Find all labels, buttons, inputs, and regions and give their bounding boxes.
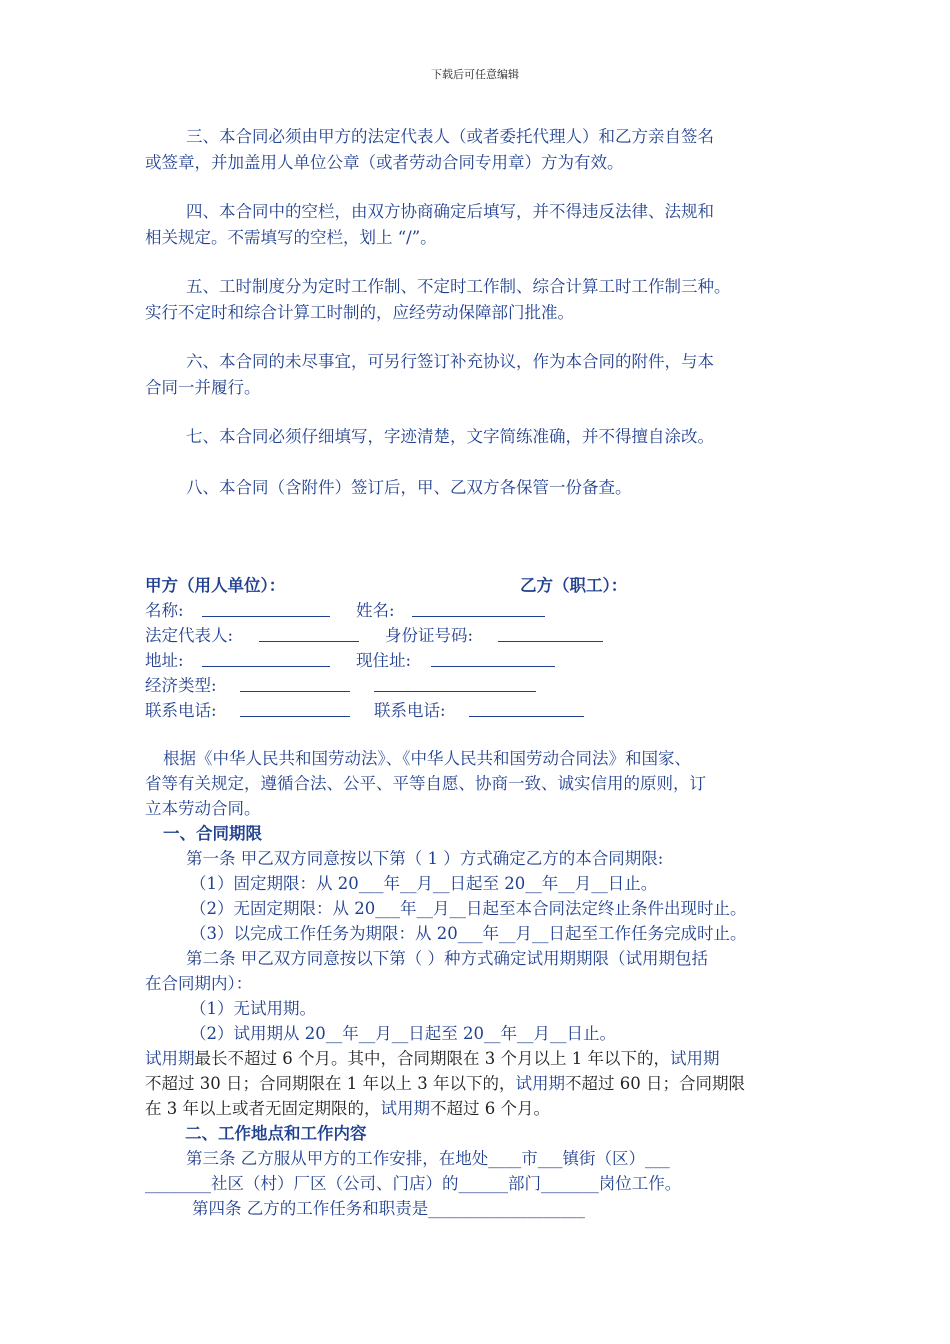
article-1-option-3: （3）以完成工作任务为期限：从 20___年__月__日起至工作任务完成时止。 [190, 924, 747, 943]
econ-type-blank[interactable] [240, 675, 350, 692]
note-5-line-1: 五、工时制度分为定时工作制、不定时工作制、综合计算工时工作制三种。 [186, 277, 731, 296]
probation-para-line-1 [145, 1048, 719, 1070]
intro-line-2: 省等有关规定，遵循合法、公平、平等自愿、协商一致、诚实信用的原则，订 [145, 774, 706, 793]
article-2-line-2: 在合同期内）： [145, 974, 253, 993]
address-label: 地址: [145, 651, 184, 670]
probation-text: 不超过 30 日；合同期限在 1 年以上 3 年以下的， [145, 1074, 516, 1093]
intro-line-3: 立本劳动合同。 [145, 799, 261, 818]
phone-b-label: 联系电话: [374, 701, 446, 720]
article-3-line-2: ________社区（村）厂区（公司、门店）的______部门_______岗位工作。 [145, 1174, 682, 1193]
current-address-blank[interactable] [431, 650, 555, 667]
article-3-line-1: 第三条 乙方服从甲方的工作安排，在地处____市___镇街（区）___ [186, 1149, 670, 1168]
party-a-heading: 甲方（用人单位）： [145, 576, 286, 595]
article-2-option-1: （1）无试用期。 [190, 999, 316, 1018]
page-header: 下载后可任意编辑 [431, 68, 519, 81]
intro-line-1: 根据《中华人民共和国劳动法》、《中华人民共和国劳动合同法》和国家、 [163, 749, 691, 768]
legal-rep-blank[interactable] [259, 625, 359, 642]
article-1-option-1: （1）固定期限：从 20___年__月__日起至 20__年__月__日止。 [190, 874, 658, 893]
phone-a-label: 联系电话: [145, 701, 217, 720]
name-blank[interactable] [202, 600, 330, 617]
probation-term: 试用期 [669, 1049, 720, 1068]
article-2-option-2: （2）试用期从 20__年__月__日起至 20__年__月__日止。 [190, 1024, 616, 1043]
probation-text: 不超过 60 日；合同期限 [564, 1074, 745, 1093]
probation-para-line-2 [145, 1073, 745, 1095]
econ-type-label: 经济类型: [145, 676, 217, 695]
probation-term: 试用期 [515, 1074, 565, 1093]
note-6-line-2: 合同一并履行。 [145, 378, 261, 397]
address-blank[interactable] [202, 650, 330, 667]
extra-blank[interactable] [374, 675, 536, 692]
note-5-line-2: 实行不定时和综合计算工时制的，应经劳动保障部门批准。 [145, 303, 574, 322]
note-3-line-2: 或签章，并加盖用人单位公章（或者劳动合同专用章）方为有效。 [145, 153, 624, 172]
article-1-option-2: （2）无固定期限：从 20___年__月__日起至本合同法定终止条件出现时止。 [190, 899, 747, 918]
person-name-label: 姓名: [356, 601, 395, 620]
note-3-line-1: 三、本合同必须由甲方的法定代表人（或者委托代理人）和乙方亲自签名 [186, 127, 714, 146]
article-2-line-1: 第二条 甲乙双方同意按以下第（ ）种方式确定试用期期限（试用期包括 [186, 949, 708, 968]
party-b-heading: 乙方（职工）： [520, 576, 628, 595]
section-1-title: 一、合同期限 [163, 824, 262, 843]
name-label: 名称: [145, 601, 184, 620]
probation-text: 在 3 年以上或者无固定期限的， [145, 1099, 381, 1118]
article-1: 第一条 甲乙双方同意按以下第（ 1 ）方式确定乙方的本合同期限: [186, 849, 664, 868]
probation-term: 试用期 [380, 1099, 430, 1118]
id-no-label: 身份证号码: [385, 626, 474, 645]
note-4-line-2: 相关规定。不需填写的空栏，划上 “/”。 [145, 228, 437, 247]
current-address-label: 现住址: [356, 651, 412, 670]
probation-para-line-3 [145, 1098, 550, 1120]
id-no-blank[interactable] [498, 625, 603, 642]
article-4: 第四条 乙方的工作任务和职责是___________________ [192, 1199, 585, 1218]
note-6-line-1: 六、本合同的未尽事宜，可另行签订补充协议，作为本合同的附件，与本 [186, 352, 714, 371]
person-name-blank[interactable] [412, 600, 545, 617]
phone-a-blank[interactable] [240, 700, 350, 717]
note-7: 七、本合同必须仔细填写，字迹清楚，文字简练准确，并不得擅自涂改。 [186, 427, 714, 446]
probation-term: 试用期 [145, 1049, 195, 1068]
section-2-title: 二、工作地点和工作内容 [185, 1124, 367, 1143]
phone-b-blank[interactable] [469, 700, 584, 717]
probation-text: 最长不超过 6 个月。其中，合同期限在 3 个月以上 1 年以下的， [194, 1049, 670, 1068]
legal-rep-label: 法定代表人: [145, 626, 234, 645]
note-8: 八、本合同（含附件）签订后，甲、乙双方各保管一份备查。 [186, 478, 632, 497]
probation-text: 不超过 6 个月。 [430, 1099, 550, 1118]
note-4-line-1: 四、本合同中的空栏，由双方协商确定后填写，并不得违反法律、法规和 [186, 202, 714, 221]
